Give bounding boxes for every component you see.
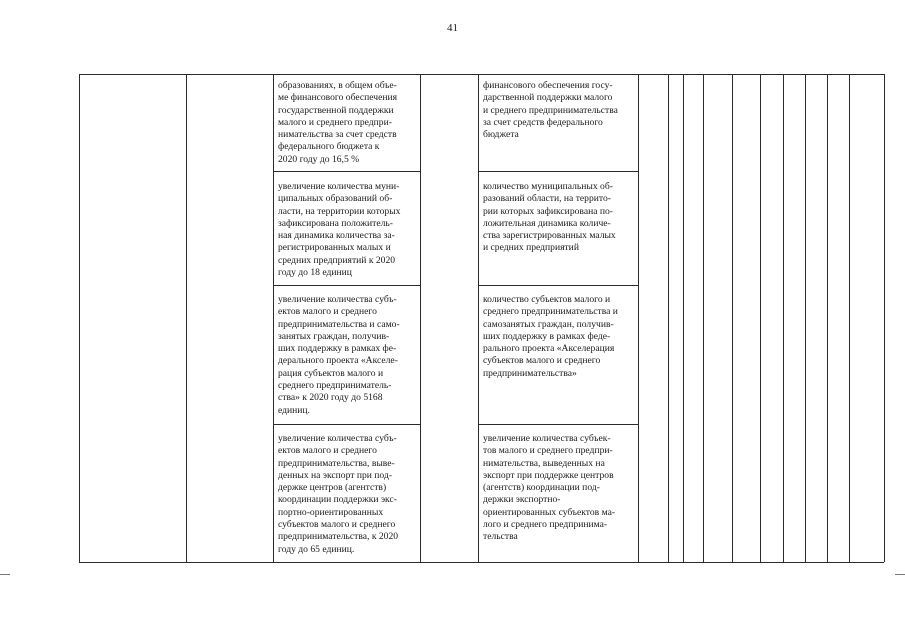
row-separator xyxy=(478,285,638,286)
column-border xyxy=(849,74,850,562)
table-bottom-border xyxy=(79,562,884,563)
column-border xyxy=(884,74,885,562)
column-border xyxy=(827,74,828,562)
result-cell: увеличение количества муни- ципальных образований об- ласти, на территории которых зафиксирована положитель- ная динамика количества за- регистрированных малых и средних предприятий к 2020 году до 18 единиц xyxy=(278,181,401,279)
row-separator xyxy=(478,424,638,425)
column-border xyxy=(703,74,704,562)
column-border xyxy=(420,74,421,562)
result-cell: увеличение количества субъ- ектов малого и среднего предпринимательства, выве- денных на экспорт при под- держке центров (агентств) координации поддержки экс- портно-ориентированных субъектов малого и среднего предпринимательства, к 2020 году до 65 единиц. xyxy=(278,433,399,555)
column-border xyxy=(783,74,784,562)
column-border xyxy=(638,74,639,562)
indicator-cell: количество муниципальных об- разований области, на террито- рии которых зафиксирована по- ложительная динамика количе- ства зарегистрированных малых и средних предприятий xyxy=(483,181,616,254)
row-separator xyxy=(478,171,638,172)
column-border xyxy=(732,74,733,562)
page-number: 41 xyxy=(447,22,458,34)
column-border xyxy=(683,74,684,562)
column-border xyxy=(478,74,479,562)
result-cell: увеличение количества субъ- ектов малого и среднего предпринимательства и само- занятых граждан, получив- ших поддержку в рамках фе- дерального проекта «Акселе- рация субъектов малого и среднего предприниматель- ства» к 2020 году до 5168 единиц. xyxy=(278,294,400,416)
column-border xyxy=(668,74,669,562)
scan-edge-mark xyxy=(895,574,905,575)
table-top-border xyxy=(79,74,884,75)
indicator-cell: финансового обеспечения госу- дарственной поддержки малого и среднего предпринимательства за счет средств федерального бюджета xyxy=(483,80,618,141)
indicator-cell: увеличение количества субъек- тов малого и среднего предпри- нимательства, выведенных на экспорт при поддержке центров (агентств) координации под- держки экспортно- ориентированных субъектов ма- лого и среднего предпринима- тельства xyxy=(483,433,616,543)
column-border xyxy=(760,74,761,562)
column-border xyxy=(186,74,187,562)
indicator-cell: количество субъектов малого и среднего предпринимательства и самозанятых граждан, получив- ших поддержку в рамках феде- рального проекта «Акселерация субъектов малого и среднего предпринимательства» xyxy=(483,294,618,379)
column-border xyxy=(79,74,80,562)
column-border xyxy=(805,74,806,562)
column-border xyxy=(273,74,274,562)
row-separator xyxy=(273,285,420,286)
scan-edge-mark xyxy=(0,574,10,575)
row-separator xyxy=(273,424,420,425)
result-cell: образованиях, в общем объе- ме финансового обеспечения государственной поддержки малого и среднего предпри- нимательства за счет средств федерального бюджета к 2020 году до 16,5 % xyxy=(278,80,398,165)
row-separator xyxy=(273,171,420,172)
